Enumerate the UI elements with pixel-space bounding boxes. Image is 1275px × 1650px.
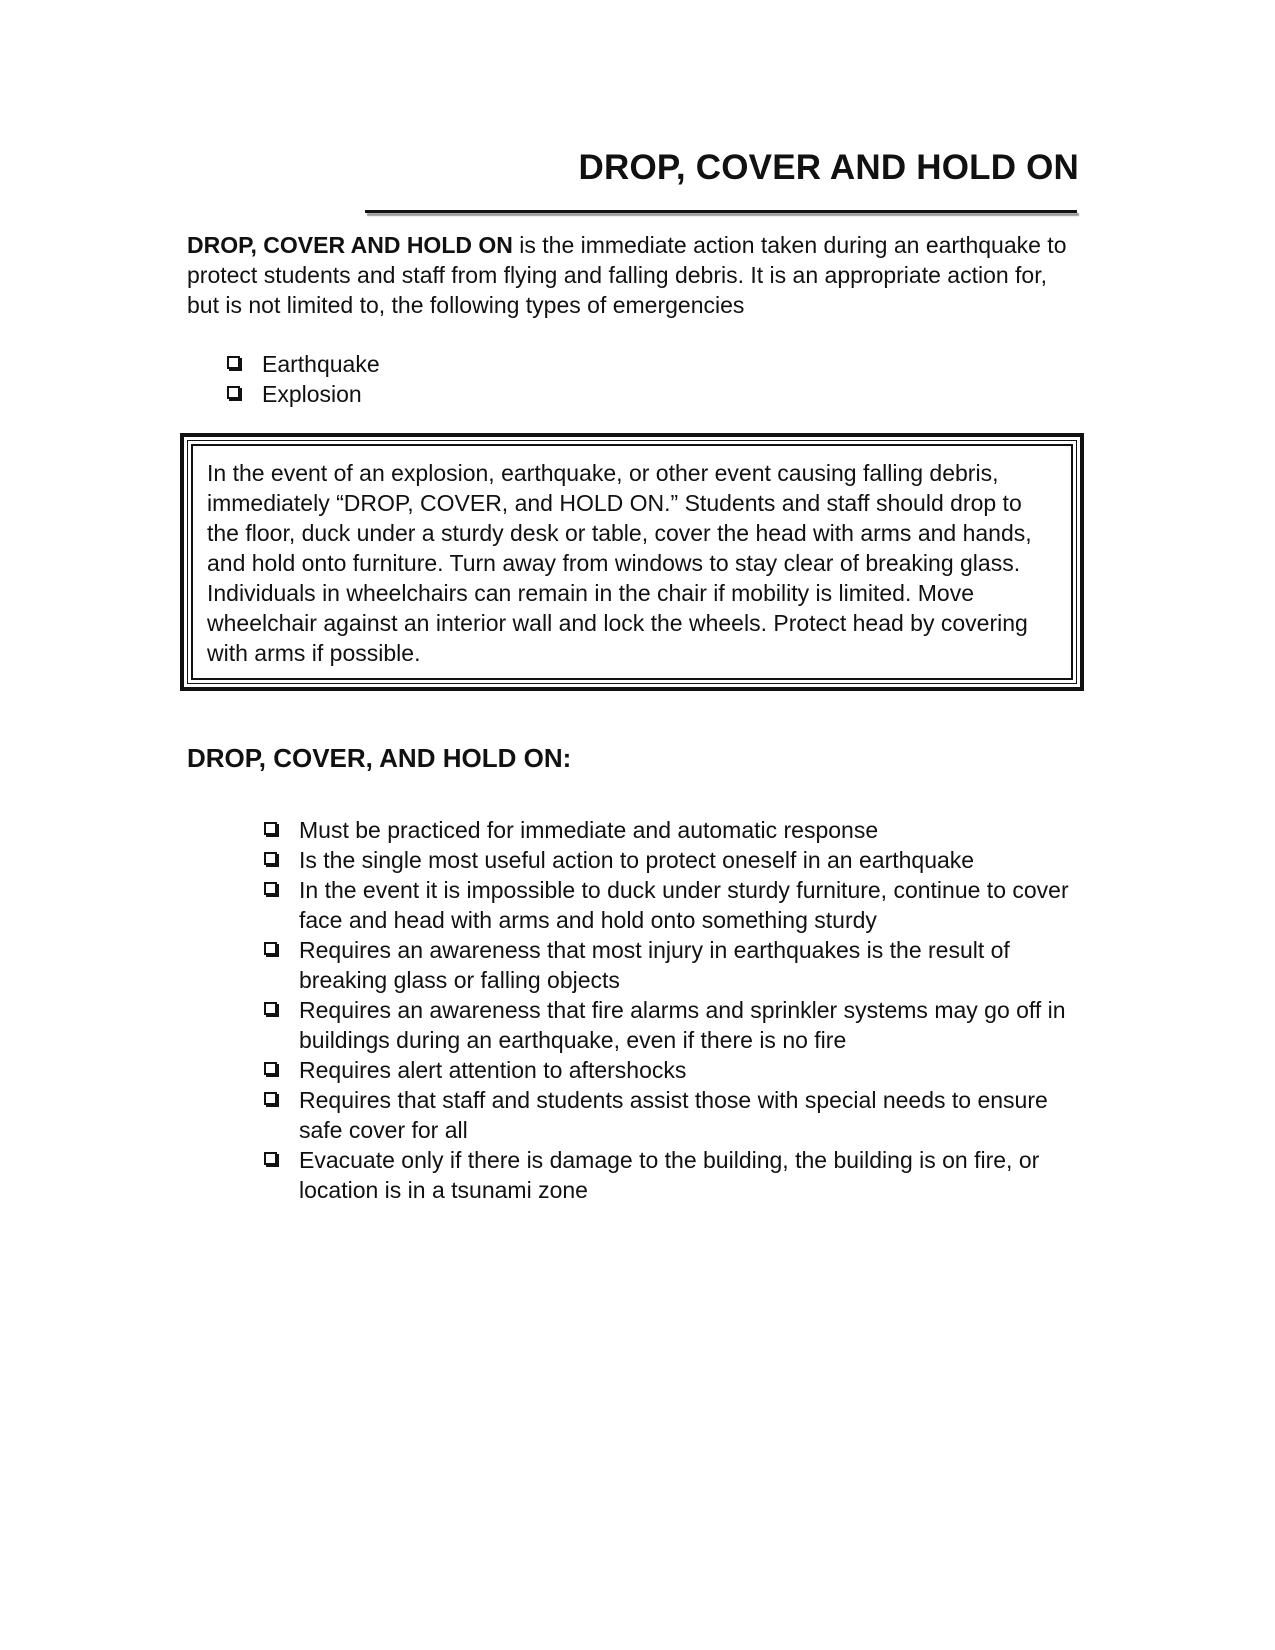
list-item-label: Earthquake	[262, 351, 380, 377]
checkbox-icon	[264, 1152, 277, 1165]
list-item-label: Evacuate only if there is damage to the building, the building is on fire, or location is in a tsunami zone	[299, 1147, 1040, 1203]
title-underline	[365, 210, 1077, 213]
guidelines-list	[262, 815, 1082, 1205]
list-item	[225, 349, 380, 379]
intro-paragraph	[187, 230, 1067, 320]
page-title: DROP, COVER AND HOLD ON	[578, 148, 1079, 187]
checkbox-icon	[264, 1092, 277, 1105]
checkbox-icon	[227, 356, 240, 369]
list-item	[262, 1055, 1082, 1085]
notice-box	[180, 433, 1084, 691]
list-item	[262, 875, 1082, 935]
list-item	[225, 379, 380, 409]
list-item	[262, 815, 1082, 845]
list-item-label: In the event it is impossible to duck under sturdy furniture, continue to cover face and head with arms and hold onto something sturdy	[299, 877, 1069, 933]
checkbox-icon	[264, 1002, 277, 1015]
list-item	[262, 995, 1082, 1055]
intro-text: is the immediate action taken during an earthquake to protect students and staff from flying and falling debris. It is an appropriate action for, but is not limited to, the following types of emergencies	[187, 232, 1067, 318]
emergency-types-list	[225, 349, 380, 409]
list-item	[262, 1085, 1082, 1145]
list-item-label: Is the single most useful action to protect oneself in an earthquake	[299, 847, 975, 873]
checkbox-icon	[264, 822, 277, 835]
list-item	[262, 845, 1082, 875]
list-item-label: Explosion	[262, 381, 362, 407]
list-item	[262, 1145, 1082, 1205]
list-item-label: Requires an awareness that most injury in earthquakes is the result of breaking glass or falling objects	[299, 937, 1010, 993]
list-item-label: Requires alert attention to aftershocks	[299, 1057, 687, 1083]
list-item-label: Must be practiced for immediate and automatic response	[299, 817, 879, 843]
notice-text: In the event of an explosion, earthquake, or other event causing falling debris, immediately “DROP, COVER, and HOLD ON.” Students and staff should drop to the floor, duck under a sturdy desk or table, cover the head with arms and hands, and hold onto furniture. Turn away from windows to stay clear of breaking glass. Individuals in wheelchairs can remain in the chair if mobility is limited. Move wheelchair against an interior wall and lock the wheels. Protect head by covering with arms if possible.	[207, 460, 1032, 666]
checkbox-icon	[264, 1062, 277, 1075]
list-item-label: Requires an awareness that fire alarms and sprinkler systems may go off in buildings during an earthquake, even if there is no fire	[299, 997, 1066, 1053]
notice-frame	[187, 440, 1077, 684]
section-heading: DROP, COVER, AND HOLD ON:	[187, 743, 572, 773]
list-item-label: Requires that staff and students assist those with special needs to ensure safe cover for all	[299, 1087, 1048, 1143]
intro-lead: DROP, COVER AND HOLD ON	[187, 232, 513, 258]
checkbox-icon	[264, 852, 277, 865]
checkbox-icon	[264, 942, 277, 955]
checkbox-icon	[264, 882, 277, 895]
notice-frame-inner	[191, 444, 1073, 680]
checkbox-icon	[227, 386, 240, 399]
list-item	[262, 935, 1082, 995]
